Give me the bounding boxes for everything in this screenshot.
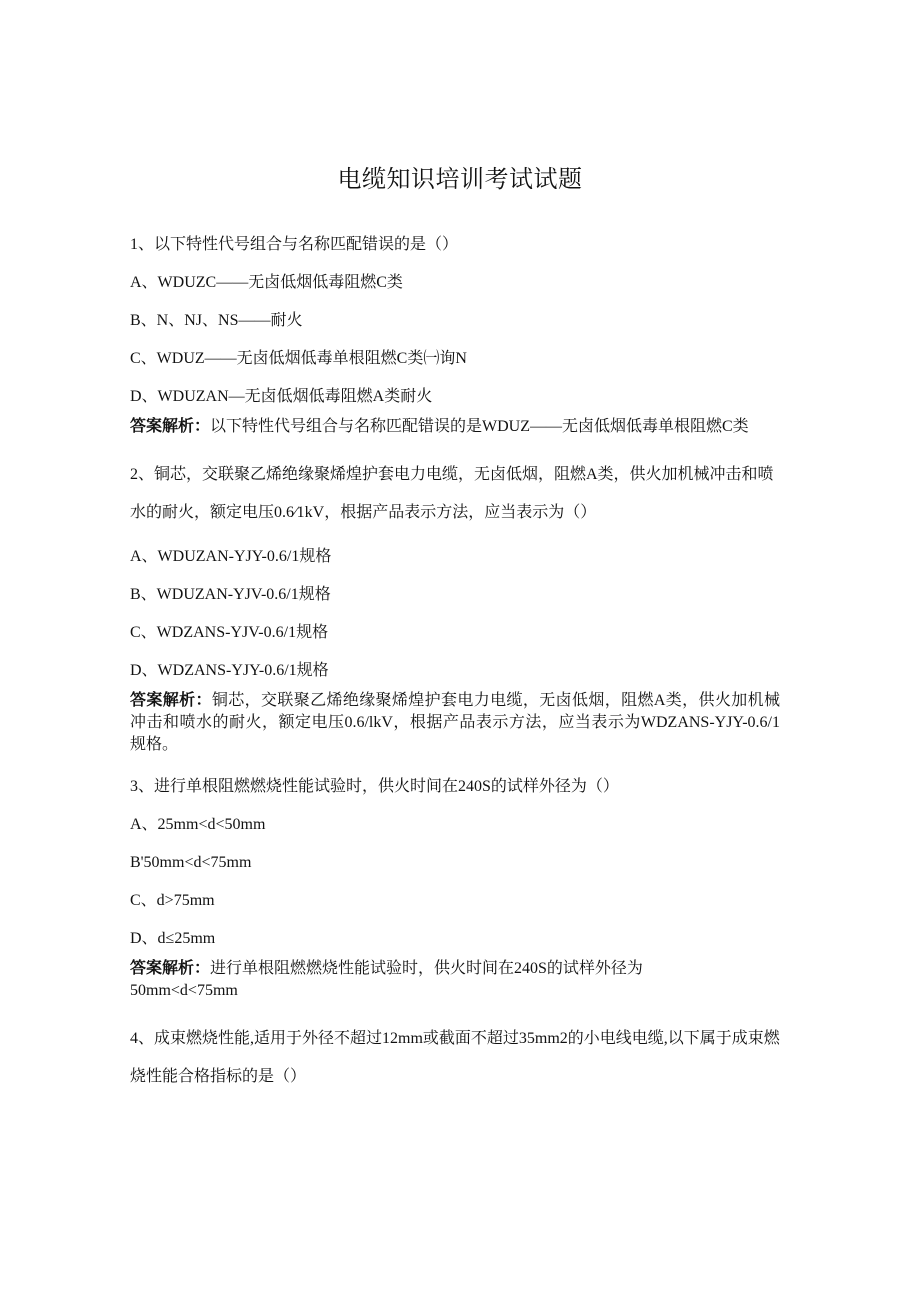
question-1-answer-text: 以下特性代号组合与名称匹配错误的是WDUZ——无卤低烟低毒单根阻燃C类: [210, 418, 749, 435]
question-3-answer-text: 进行单根阻燃燃烧性能试验时，供火时间在240S的试样外径为: [210, 960, 643, 977]
question-2-answer: [130, 690, 780, 756]
question-2-answer-text: 铜芯，交联聚乙烯绝缘聚烯煌护套电力电缆，无卤低烟，阻燃A类，供火加机械冲击和喷水的耐火，额定电压0.6/lkV，根据产品表示方法，应当表示为WDZANS-YJY-0.6/1规格。: [130, 692, 780, 753]
question-2-option-a: A、WDUZAN-YJY-0.6/1规格: [130, 548, 332, 565]
document-title: 电缆知识培训考试试题: [337, 167, 583, 193]
answer-label: 答案解析：: [130, 960, 211, 977]
question-2: 2、铜芯，交联聚乙烯绝缘聚烯煌护套电力电缆，无卤低烟，阻燃A类，供火加机械冲击和喷水的耐火，额定电压0.6⁄1kV，根据产品表示方法，应当表示为（）: [130, 466, 774, 521]
question-1-option-a: A、WDUZC——无卤低烟低毒阻燃C类: [130, 274, 403, 291]
question-3-option-c: C、d>75mm: [130, 892, 215, 909]
question-2-option-b: B、WDUZAN-YJV-0.6/1规格: [130, 586, 331, 603]
question-3-answer-text-2: 50mm<d<75mm: [130, 982, 238, 999]
question-3-option-b: B'50mm<d<75mm: [130, 854, 252, 871]
question-3-option-d: D、d≤25mm: [130, 930, 216, 947]
question-2-option-c: C、WDZANS-YJV-0.6/1规格: [130, 624, 329, 641]
question-3-option-a: A、25mm<d<50mm: [130, 816, 266, 833]
answer-label: 答案解析：: [130, 692, 212, 709]
document-body: [130, 232, 780, 1096]
answer-label: 答案解析：: [130, 418, 211, 435]
question-2-option-d: D、WDZANS-YJY-0.6/1规格: [130, 662, 329, 679]
question-1: 1、以下特性代号组合与名称匹配错误的是（）: [130, 236, 459, 253]
question-3-answer: [130, 958, 780, 1002]
question-4: 4、成束燃烧性能,适用于外径不超过12mm或截面不超过35mm2的小电线电缆,以下属于成束燃烧性能合格指标的是（）: [130, 1030, 780, 1085]
question-1-option-b: B、N、NJ、NS——耐火: [130, 312, 303, 329]
question-3: 3、进行单根阻燃燃烧性能试验时，供火时间在240S的试样外径为（）: [130, 778, 619, 795]
question-1-answer: [130, 416, 780, 438]
question-1-option-c: C、WDUZ——无卤低烟低毒单根阻燃C类㈠询N: [130, 350, 467, 367]
question-1-option-d: D、WDUZAN—无卤低烟低毒阻燃A类耐火: [130, 388, 433, 405]
